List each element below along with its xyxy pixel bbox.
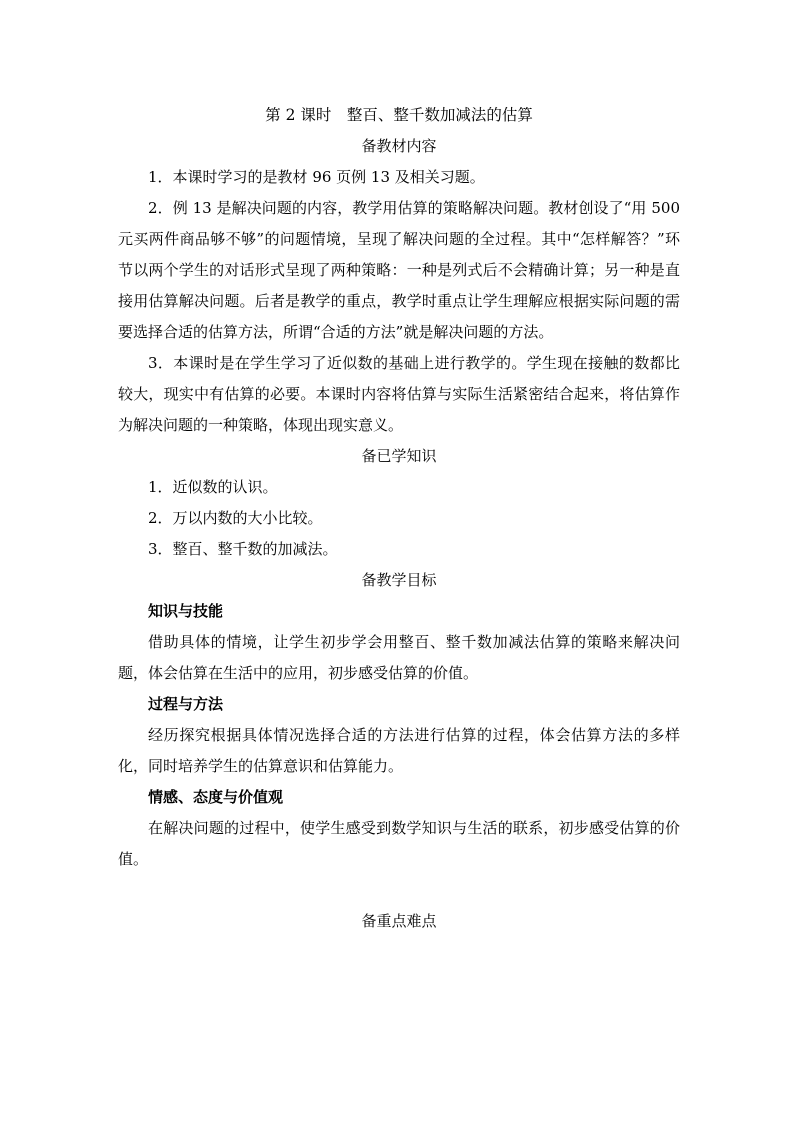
prior-knowledge-item-1: 1．近似数的认识。	[148, 478, 278, 496]
materials-heading: 备教材内容	[361, 137, 437, 155]
document-page	[118, 100, 680, 937]
materials-item-1: 1．本课时学习的是教材 96 页例 13 及相关习题。	[148, 168, 485, 186]
attitude-values-text: 在解决问题的过程中，使学生感受到数学知识与生活的联系，初步感受估算的价值。	[118, 819, 680, 868]
knowledge-skills-title: 知识与技能	[148, 602, 224, 620]
prior-knowledge-item-2: 2．万以内数的大小比较。	[148, 509, 323, 527]
materials-item-3: 3．本课时是在学生学习了近似数的基础上进行教学的。学生现在接触的数都比较大，现实中有估算的必要。本课时内容将估算与实际生活紧密结合起来，将估算作为解决问题的一种策略，体现出现实意义。	[118, 354, 680, 434]
process-methods-text: 经历探究根据具体情况选择合适的方法进行估算的过程，体会估算方法的多样化，同时培养学生的估算意识和估算能力。	[118, 726, 680, 775]
attitude-values-title: 情感、态度与价值观	[148, 788, 284, 806]
lesson-title: 第 2 课时 整百、整千数加减法的估算	[265, 106, 533, 124]
process-methods-title: 过程与方法	[148, 695, 224, 713]
key-points-heading: 备重点难点	[361, 912, 437, 930]
section-spacer	[118, 875, 680, 906]
goals-heading: 备教学目标	[361, 571, 437, 589]
prior-knowledge-item-3: 3．整百、整千数的加减法。	[148, 540, 338, 558]
knowledge-skills-text: 借助具体的情境，让学生初步学会用整百、整千数加减法估算的策略来解决问题，体会估算在生活中的应用，初步感受估算的价值。	[118, 633, 680, 682]
materials-item-2: 2．例 13 是解决问题的内容，教学用估算的策略解决问题。教材创设了“用 500 元买两件商品够不够”的问题情境，呈现了解决问题的全过程。其中“怎样解答？”环节以两个学生的对话形式呈现了两种策略：一种是列式后不会精确计算；另一种是直接用估算解决问题。后者是教学的重点，教学时重点让学生理解应根据实际问题的需要选择合适的估算方法，所谓“合适的方法”就是解决问题的方法。	[118, 199, 680, 341]
prior-knowledge-heading: 备已学知识	[361, 447, 437, 465]
